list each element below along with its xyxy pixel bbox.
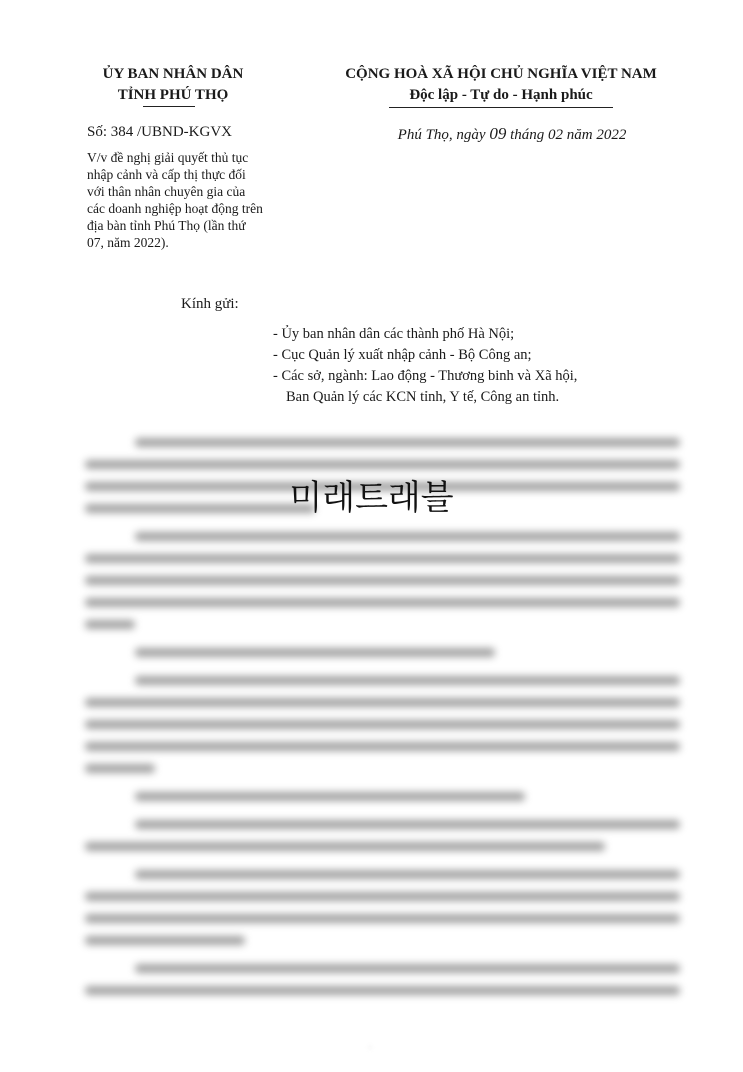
issuing-authority-line2: TỈNH PHÚ THỌ (117, 87, 229, 103)
watermark: 미래트래블 (289, 478, 454, 518)
recipient-item: - Ủy ban nhân dân các thành phố Hà Nội; (273, 326, 515, 342)
blurred-body-text (60, 430, 700, 1040)
authority-underline (143, 106, 195, 107)
document-number-label: Số: (87, 124, 108, 140)
subject-line: V/v đề nghị giải quyết thủ tục (87, 150, 249, 165)
date-rest: tháng 02 năm 2022 (510, 127, 627, 143)
document-number-value: 384 (110, 124, 134, 140)
greeting: Kính gửi: (181, 296, 239, 312)
recipient-item: - Cục Quản lý xuất nhập cảnh - Bộ Công an; (273, 347, 532, 363)
subject-line: địa bàn tỉnh Phú Thọ (lần thứ (87, 218, 246, 233)
subject-line: với thân nhân chuyên gia của (87, 184, 246, 199)
document-number-code: /UBND-KGVX (137, 124, 233, 140)
subject-line: 07, năm 2022). (87, 235, 169, 250)
date-prefix: Phú Thọ, ngày (397, 127, 486, 143)
subject-line: các doanh nghiệp hoạt động trên (87, 201, 263, 216)
subject-line: nhập cảnh và cấp thị thực đối (87, 167, 246, 182)
issuing-authority-line1: ỦY BAN NHÂN DÂN (102, 66, 244, 82)
recipient-item: - Các sở, ngành: Lao động - Thương binh và Xã hội, (273, 368, 578, 384)
recipient-list (273, 324, 693, 408)
document-number (87, 124, 232, 141)
document-date (352, 124, 672, 144)
document-subject (87, 149, 309, 251)
motto-underline (389, 107, 613, 108)
page-number-blurred: · (368, 1040, 372, 1054)
national-title: CỘNG HOÀ XÃ HỘI CHỦ NGHĨA VIỆT NAM (345, 66, 657, 82)
recipient-item: Ban Quản lý các KCN tỉnh, Y tế, Công an tỉnh. (286, 389, 560, 405)
national-motto: Độc lập - Tự do - Hạnh phúc (409, 87, 593, 103)
date-day: 09 (489, 124, 507, 143)
